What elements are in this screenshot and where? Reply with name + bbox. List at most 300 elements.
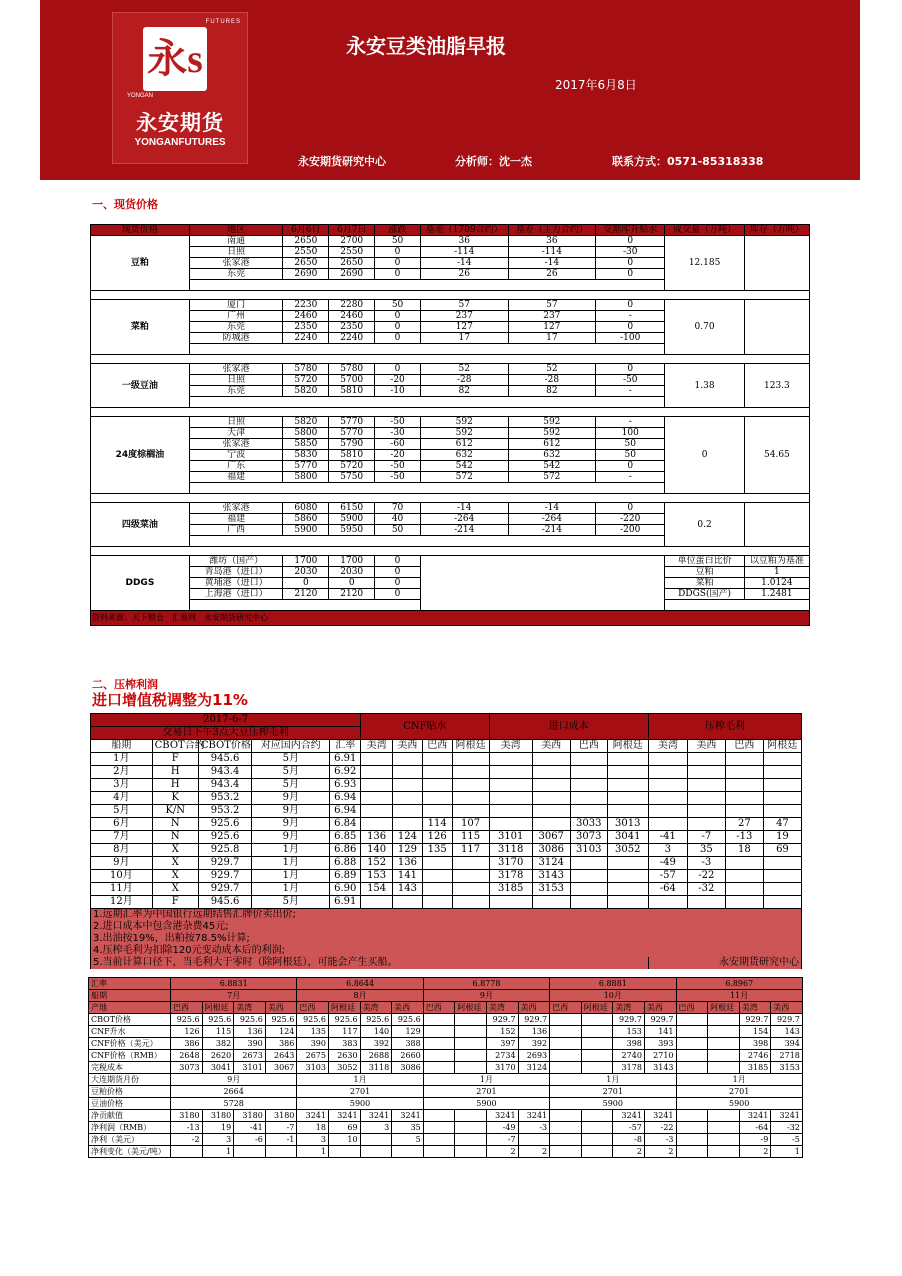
- cost-value: [550, 1038, 582, 1050]
- crush-cell: 10月: [91, 870, 153, 883]
- spot-cell: 5900: [329, 514, 375, 525]
- crush-cell: [648, 753, 687, 766]
- crush-row: [91, 870, 802, 883]
- spot-header-cell: 现货价格: [91, 225, 190, 236]
- crush-cell: [452, 792, 489, 805]
- cost-value: [676, 1014, 708, 1026]
- spot-cell: 237: [508, 311, 596, 322]
- crush-cell: [763, 896, 801, 909]
- cost-value: 152: [486, 1026, 518, 1038]
- spot-cell: 张家港: [189, 364, 283, 375]
- spot-cell: 0: [596, 300, 665, 311]
- cost-origin: 巴西: [171, 1002, 203, 1014]
- cost-value: -5: [771, 1134, 803, 1146]
- crush-cell: [607, 779, 648, 792]
- crush-cell: [570, 805, 607, 818]
- crush-cell: [452, 779, 489, 792]
- ddgs-cell: 0: [329, 578, 375, 589]
- cost-value: 390: [297, 1038, 329, 1050]
- spot-cell: 40: [375, 514, 421, 525]
- cost-value: 3241: [297, 1110, 329, 1122]
- crush-cell: [725, 857, 763, 870]
- spot-cell: 5720: [283, 375, 329, 386]
- cost-value: 2673: [234, 1050, 266, 1062]
- crush-cell: [452, 766, 489, 779]
- cost-value: -3: [644, 1134, 676, 1146]
- cost-merged-value: 5900: [676, 1098, 802, 1110]
- cost-value: [455, 1062, 487, 1074]
- cost-value: 398: [613, 1038, 645, 1050]
- crush-title-desc: 交易日下午3点大豆压榨毛利: [91, 727, 361, 740]
- spot-gap-row: [91, 291, 810, 300]
- crush-cell: 3124: [532, 857, 570, 870]
- crush-cell: N: [152, 831, 198, 844]
- cost-value: -2: [171, 1134, 203, 1146]
- spot-cell: 日照: [189, 417, 283, 428]
- spot-cell: -28: [420, 375, 508, 386]
- spot-cell: -50: [375, 461, 421, 472]
- spot-cell: -50: [596, 375, 665, 386]
- crush-cell: 6.88: [330, 857, 361, 870]
- crush-credit: 永安期货研究中心: [648, 957, 801, 969]
- spot-cell: 0: [596, 364, 665, 375]
- spot-cell: 5830: [283, 450, 329, 461]
- cost-value: 2718: [771, 1050, 803, 1062]
- spot-cell: 5720: [329, 461, 375, 472]
- crush-cell: 3073: [570, 831, 607, 844]
- protein-ratio-value: 以豆粕为基准: [744, 556, 809, 567]
- cost-value-row: [89, 1062, 803, 1074]
- cost-value: [581, 1134, 613, 1146]
- crush-cell: [361, 792, 393, 805]
- cost-value: 19: [202, 1122, 234, 1134]
- cost-merged-row: [89, 1074, 803, 1086]
- cost-value: 929.7: [771, 1014, 803, 1026]
- spot-cell: 0: [596, 258, 665, 269]
- cost-month: 8月: [297, 990, 423, 1002]
- spot-cell: -: [596, 386, 665, 397]
- cost-merged-row: [89, 1098, 803, 1110]
- cost-value: 392: [518, 1038, 550, 1050]
- cost-value: [708, 1026, 740, 1038]
- spot-cell: -30: [375, 428, 421, 439]
- crush-row: [91, 818, 802, 831]
- cost-value: 136: [518, 1026, 550, 1038]
- spot-cell: -114: [508, 247, 596, 258]
- crush-cell: X: [152, 844, 198, 857]
- spot-cell: 张家港: [189, 503, 283, 514]
- spot-cell: 70: [375, 503, 421, 514]
- cost-value: [265, 1146, 297, 1158]
- spot-cell: 5770: [283, 461, 329, 472]
- crush-cell: [532, 779, 570, 792]
- spot-cell: 2350: [283, 322, 329, 333]
- spot-stock: 54.65: [744, 417, 809, 494]
- crush-row: [91, 857, 802, 870]
- crush-cell: 152: [361, 857, 393, 870]
- crush-row: [91, 831, 802, 844]
- spot-cell: 5950: [329, 525, 375, 536]
- cost-merged-value: 5900: [423, 1098, 549, 1110]
- cost-month: 11月: [676, 990, 802, 1002]
- cost-value: [234, 1146, 266, 1158]
- cost-merged-row: [89, 1086, 803, 1098]
- spot-cell: -10: [375, 386, 421, 397]
- cost-value: 2688: [360, 1050, 392, 1062]
- crush-cell: 19: [763, 831, 801, 844]
- cost-value: 3: [202, 1134, 234, 1146]
- cost-origin: 阿根廷: [581, 1002, 613, 1014]
- crush-note: 5.当前计算口径下，当毛利大于零时（除阿根廷），可能会产生买船。: [91, 957, 649, 969]
- crush-cell: -57: [648, 870, 687, 883]
- spot-cell: 2230: [283, 300, 329, 311]
- cost-value: 3052: [328, 1062, 360, 1074]
- spot-volume: 12.185: [665, 236, 744, 291]
- crush-header-cell: 美湾: [361, 740, 393, 753]
- crush-cell: [361, 805, 393, 818]
- crush-cell: [422, 896, 452, 909]
- cost-value: [550, 1014, 582, 1026]
- spot-cell: 0: [596, 322, 665, 333]
- crush-cell: [607, 857, 648, 870]
- cost-value: -9: [739, 1134, 771, 1146]
- spot-price-table: [90, 224, 810, 626]
- cost-value: 925.6: [392, 1014, 424, 1026]
- spot-cell: 0: [596, 269, 665, 280]
- spot-cell: 5900: [283, 525, 329, 536]
- spot-cell: 2650: [283, 236, 329, 247]
- crush-cell: 9月: [252, 818, 330, 831]
- cost-value: 3073: [171, 1062, 203, 1074]
- cost-value: 397: [486, 1038, 518, 1050]
- cost-value: [550, 1122, 582, 1134]
- crush-cell: 3013: [607, 818, 648, 831]
- crush-header-cell: 巴西: [725, 740, 763, 753]
- crush-cell: 5月: [252, 753, 330, 766]
- crush-cell: K: [152, 792, 198, 805]
- spot-cell: 5780: [283, 364, 329, 375]
- spot-cell: 6080: [283, 503, 329, 514]
- ddgs-cell: 1700: [283, 556, 329, 567]
- crush-note: 2.进口成本中包含港杂费45元;: [91, 921, 802, 933]
- spot-cell: 36: [508, 236, 596, 247]
- ddgs-cell: 2030: [283, 567, 329, 578]
- spot-cell: 天津: [189, 428, 283, 439]
- spot-cell: 0: [375, 269, 421, 280]
- crush-cell: [422, 792, 452, 805]
- crush-cell: [687, 753, 725, 766]
- crush-cell: 11月: [91, 883, 153, 896]
- crush-cell: 953.2: [198, 792, 251, 805]
- spot-header-cell: 6月6日: [283, 225, 329, 236]
- crush-cell: K/N: [152, 805, 198, 818]
- crush-header-cell: 巴西: [570, 740, 607, 753]
- spot-cell: 592: [420, 417, 508, 428]
- crush-cell: 69: [763, 844, 801, 857]
- cost-merged-value: 9月: [171, 1074, 297, 1086]
- crush-cell: 929.7: [198, 857, 251, 870]
- spot-gap-cell: [91, 408, 810, 417]
- spot-header-cell: 涨跌: [375, 225, 421, 236]
- spot-gap-row: [91, 408, 810, 417]
- spot-cell: 2650: [283, 258, 329, 269]
- spot-cell: 5850: [283, 439, 329, 450]
- cost-value-row: [89, 1110, 803, 1122]
- cost-value: 2734: [486, 1050, 518, 1062]
- crush-cell: 953.2: [198, 805, 251, 818]
- cost-value: 3101: [234, 1062, 266, 1074]
- cost-value: 3241: [328, 1110, 360, 1122]
- crush-cell: F: [152, 896, 198, 909]
- cost-value: 3118: [360, 1062, 392, 1074]
- cost-value: 3241: [613, 1110, 645, 1122]
- cost-value: 2660: [392, 1050, 424, 1062]
- crush-cell: 3178: [489, 870, 532, 883]
- spot-cell: 0: [375, 247, 421, 258]
- cost-origin: 美西: [644, 1002, 676, 1014]
- cost-value: 3180: [234, 1110, 266, 1122]
- cost-origin: 阿根廷: [455, 1002, 487, 1014]
- crush-cell: 929.7: [198, 883, 251, 896]
- spot-cell: 2460: [329, 311, 375, 322]
- cost-origin: 美西: [265, 1002, 297, 1014]
- cost-merged-value: 5900: [297, 1098, 423, 1110]
- crush-header-cell: 阿根廷: [607, 740, 648, 753]
- cost-value: 3241: [739, 1110, 771, 1122]
- cost-value: 2746: [739, 1050, 771, 1062]
- crush-cell: [422, 779, 452, 792]
- spot-cell: -14: [420, 258, 508, 269]
- cost-label: 豆粕价格: [89, 1086, 171, 1098]
- cost-value: 10: [328, 1134, 360, 1146]
- crush-cell: [648, 792, 687, 805]
- cost-value: [423, 1050, 455, 1062]
- spot-cell: -20: [375, 450, 421, 461]
- cost-origin: 美湾: [739, 1002, 771, 1014]
- crush-cell: [489, 779, 532, 792]
- spot-cell: -30: [596, 247, 665, 258]
- cost-rate: 6.8778: [423, 978, 549, 990]
- protein-ratio-value: 1.0124: [744, 578, 809, 589]
- crush-cell: 143: [393, 883, 423, 896]
- crush-cell: [489, 805, 532, 818]
- crush-cell: 1月: [252, 857, 330, 870]
- cost-value: [676, 1122, 708, 1134]
- cost-value: 393: [644, 1038, 676, 1050]
- crush-cell: 115: [452, 831, 489, 844]
- crush-cell: 6.92: [330, 766, 361, 779]
- crush-cell: [570, 779, 607, 792]
- spot-cell: -14: [508, 258, 596, 269]
- crush-cell: 6.94: [330, 805, 361, 818]
- cost-label: 净利变化（美元/吨）: [89, 1146, 171, 1158]
- crush-cell: [763, 857, 801, 870]
- cost-value: [581, 1038, 613, 1050]
- spot-blank-cell: [189, 483, 665, 494]
- cost-value: 3180: [202, 1110, 234, 1122]
- cost-value: 2643: [265, 1050, 297, 1062]
- spot-header-cell: 交割库升贴水: [596, 225, 665, 236]
- spot-row: [91, 503, 810, 514]
- crush-cell: 154: [361, 883, 393, 896]
- spot-cell: 2690: [329, 269, 375, 280]
- crush-cell: [532, 766, 570, 779]
- spot-row: [91, 417, 810, 428]
- protein-ratio-value: 1.2481: [744, 589, 809, 600]
- cost-label: 汇率: [89, 978, 171, 990]
- ddgs-cell: 2030: [329, 567, 375, 578]
- spot-cell: 2690: [283, 269, 329, 280]
- cost-value: [455, 1050, 487, 1062]
- spot-cell: 2550: [329, 247, 375, 258]
- cost-value: [708, 1050, 740, 1062]
- spot-cell: -14: [420, 503, 508, 514]
- spot-cell: -100: [596, 333, 665, 344]
- cost-value: 2693: [518, 1050, 550, 1062]
- report-title: 永安豆类油脂早报: [346, 34, 506, 58]
- cost-value: [518, 1134, 550, 1146]
- cost-value: [455, 1014, 487, 1026]
- cost-value: [581, 1014, 613, 1026]
- spot-cell: 572: [508, 472, 596, 483]
- crush-cell: [532, 818, 570, 831]
- ddgs-cell: 0: [375, 578, 421, 589]
- cost-value-row: [89, 1026, 803, 1038]
- spot-volume: 0.2: [665, 503, 744, 547]
- crush-row: [91, 792, 802, 805]
- spot-cell: 5770: [329, 417, 375, 428]
- cost-value: [423, 1122, 455, 1134]
- cost-value: 153: [613, 1026, 645, 1038]
- crush-header-cell: 阿根廷: [763, 740, 801, 753]
- crush-note-row: [91, 909, 802, 922]
- spot-header-cell: 地区: [189, 225, 283, 236]
- spot-cell: 广州: [189, 311, 283, 322]
- spot-stock: 123.3: [744, 364, 809, 408]
- cost-value: 3086: [392, 1062, 424, 1074]
- cost-value: 124: [265, 1026, 297, 1038]
- crush-cell: [570, 792, 607, 805]
- cost-value: 929.7: [613, 1014, 645, 1026]
- cost-value: 3103: [297, 1062, 329, 1074]
- crush-cell: [687, 896, 725, 909]
- cost-label: 船期: [89, 990, 171, 1002]
- spot-cell: -50: [375, 417, 421, 428]
- crush-cell: [763, 805, 801, 818]
- cost-value: -57: [613, 1122, 645, 1134]
- protein-ratio-label: DDGS(国产): [665, 589, 744, 600]
- crush-note-row: [91, 933, 802, 945]
- cost-origin: 巴西: [676, 1002, 708, 1014]
- crush-cell: 114: [422, 818, 452, 831]
- spot-cell: 5700: [329, 375, 375, 386]
- spot-cell: 82: [508, 386, 596, 397]
- protein-ratio-label: 菜粕: [665, 578, 744, 589]
- crush-cell: 129: [393, 844, 423, 857]
- cost-value: [708, 1062, 740, 1074]
- cost-value: -64: [739, 1122, 771, 1134]
- cost-value: 386: [265, 1038, 297, 1050]
- crush-cell: [532, 805, 570, 818]
- crush-cell: 925.8: [198, 844, 251, 857]
- crush-cell: [422, 766, 452, 779]
- crush-cell: [607, 805, 648, 818]
- cost-value: 2710: [644, 1050, 676, 1062]
- cost-value: 143: [771, 1026, 803, 1038]
- crush-cell: 6.91: [330, 896, 361, 909]
- vat-subtitle: 进口增值税调整为11%: [92, 691, 248, 709]
- spot-header-cell: 6月7日: [329, 225, 375, 236]
- crush-cell: [422, 870, 452, 883]
- crush-cell: [725, 805, 763, 818]
- spot-cell: 542: [420, 461, 508, 472]
- spot-volume: 0.70: [665, 300, 744, 355]
- spot-cell: 宁波: [189, 450, 283, 461]
- cost-value: [328, 1146, 360, 1158]
- spot-cell: 2240: [329, 333, 375, 344]
- ddgs-cell: 0: [283, 578, 329, 589]
- spot-blank-cell: [189, 397, 665, 408]
- crush-cell: [763, 870, 801, 883]
- crush-cell: 2月: [91, 766, 153, 779]
- cost-value: [423, 1110, 455, 1122]
- crush-cell: [725, 870, 763, 883]
- crush-cell: -22: [687, 870, 725, 883]
- cost-value: 388: [392, 1038, 424, 1050]
- crush-cell: 6.89: [330, 870, 361, 883]
- logo-name-cn: 永安期货: [136, 111, 224, 135]
- crush-cell: [648, 805, 687, 818]
- cost-value: [708, 1014, 740, 1026]
- cost-value-row: [89, 1134, 803, 1146]
- cost-value: [708, 1110, 740, 1122]
- crush-note-row: [91, 921, 802, 933]
- cost-value: [581, 1110, 613, 1122]
- cost-value: 1: [297, 1146, 329, 1158]
- crush-cell: [570, 896, 607, 909]
- crush-cell: 5月: [252, 766, 330, 779]
- ddgs-category: DDGS: [91, 556, 190, 611]
- crush-cell: 6.86: [330, 844, 361, 857]
- crush-cell: [393, 792, 423, 805]
- cost-origin: 美西: [392, 1002, 424, 1014]
- spot-cell: -50: [375, 472, 421, 483]
- spot-cell: -14: [508, 503, 596, 514]
- crush-cell: [452, 870, 489, 883]
- cost-value: -6: [234, 1134, 266, 1146]
- spot-cell: 127: [508, 322, 596, 333]
- cost-origin: 阿根廷: [202, 1002, 234, 1014]
- cost-origin: 巴西: [423, 1002, 455, 1014]
- crush-margin-table: [90, 713, 802, 969]
- crush-cell: [489, 792, 532, 805]
- crush-cell: 6月: [91, 818, 153, 831]
- crush-header-cell: 阿根廷: [452, 740, 489, 753]
- crush-note: 1.远期汇率为中国银行远期结售汇牌价卖出价;: [91, 909, 802, 922]
- cost-value: 126: [171, 1026, 203, 1038]
- cost-value: -3: [518, 1122, 550, 1134]
- cost-merged-value: 1月: [550, 1074, 676, 1086]
- cost-merged-value: 2701: [550, 1086, 676, 1098]
- crush-cell: [607, 896, 648, 909]
- logo-name-en: YONGANFUTURES: [134, 137, 226, 148]
- crush-cell: -3: [687, 857, 725, 870]
- cost-value: -49: [486, 1122, 518, 1134]
- cost-label: CNF价格（RMB）: [89, 1050, 171, 1062]
- crush-cell: 3: [648, 844, 687, 857]
- spot-cell: 57: [508, 300, 596, 311]
- spot-cell: 50: [375, 236, 421, 247]
